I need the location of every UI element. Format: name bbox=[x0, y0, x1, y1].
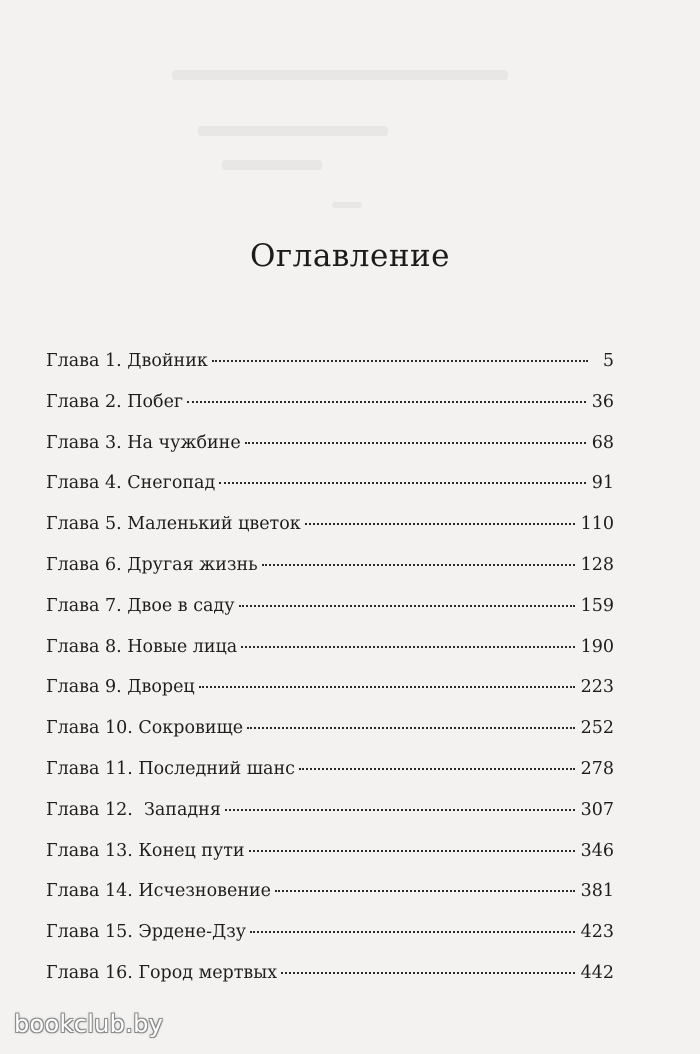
dot-leader bbox=[281, 972, 575, 974]
toc-entry-label: Глава 9. Дворец bbox=[46, 677, 195, 698]
toc-entry-page: 36 bbox=[591, 391, 614, 412]
toc-entry-page: 381 bbox=[580, 881, 614, 902]
toc-entry[interactable] bbox=[46, 391, 614, 432]
dot-leader bbox=[262, 564, 575, 566]
toc-entry[interactable] bbox=[46, 921, 614, 962]
toc-entry-page: 5 bbox=[602, 351, 614, 371]
toc-entry[interactable] bbox=[46, 880, 614, 921]
toc-entry[interactable] bbox=[46, 554, 614, 595]
table-of-contents bbox=[46, 350, 614, 1003]
toc-entry-page: 110 bbox=[580, 514, 614, 535]
toc-entry-page: 68 bbox=[591, 432, 614, 453]
toc-entry-page: 91 bbox=[591, 473, 614, 494]
toc-entry-label: Глава 7. Двое в саду bbox=[46, 595, 235, 616]
dot-leader bbox=[305, 523, 575, 525]
toc-entry[interactable] bbox=[46, 350, 614, 391]
toc-entry-page: 278 bbox=[580, 758, 614, 779]
bleed-through-line bbox=[198, 126, 388, 136]
toc-entry-label: Глава 15. Эрдене-Дзу bbox=[46, 922, 247, 943]
bleed-through-line bbox=[222, 160, 322, 170]
bleed-through-line bbox=[332, 202, 362, 208]
toc-entry-page: 190 bbox=[580, 636, 614, 657]
dot-leader bbox=[247, 727, 574, 729]
toc-entry-page: 223 bbox=[580, 677, 614, 698]
dot-leader bbox=[225, 809, 575, 811]
toc-entry[interactable] bbox=[46, 595, 614, 636]
toc-entry-label: Глава 12. Западня bbox=[46, 799, 221, 820]
dot-leader bbox=[249, 850, 575, 852]
toc-entry-page: 442 bbox=[580, 962, 614, 983]
toc-entry[interactable] bbox=[46, 513, 614, 554]
toc-entry-label: Глава 10. Сокровище bbox=[46, 718, 244, 739]
toc-entry-label: Глава 1. Двойник bbox=[46, 351, 208, 371]
toc-entry[interactable] bbox=[46, 962, 614, 1003]
toc-entry-label: Глава 5. Маленький цветок bbox=[46, 514, 301, 535]
toc-entry-label: Глава 3. На чужбине bbox=[46, 432, 241, 453]
toc-entry-page: 128 bbox=[580, 554, 614, 575]
toc-entry[interactable] bbox=[46, 472, 614, 513]
dot-leader bbox=[275, 890, 575, 892]
dot-leader bbox=[245, 442, 586, 444]
toc-entry[interactable] bbox=[46, 636, 614, 677]
dot-leader bbox=[241, 646, 574, 648]
dot-leader bbox=[199, 686, 575, 688]
toc-entry[interactable] bbox=[46, 799, 614, 840]
dot-leader bbox=[299, 768, 575, 770]
toc-entry-label: Глава 13. Конец пути bbox=[46, 840, 245, 861]
toc-entry-label: Глава 2. Побег bbox=[46, 391, 184, 412]
toc-entry[interactable] bbox=[46, 717, 614, 758]
watermark-logo: bookclub.by bbox=[14, 1010, 164, 1038]
toc-entry[interactable] bbox=[46, 758, 614, 799]
toc-entry-label: Глава 4. Снегопад bbox=[46, 473, 216, 494]
dot-leader bbox=[239, 605, 575, 607]
toc-entry-page: 159 bbox=[580, 595, 614, 616]
toc-entry-label: Глава 11. Последний шанс bbox=[46, 758, 295, 779]
dot-leader bbox=[219, 482, 585, 484]
bleed-through-line bbox=[172, 70, 508, 80]
toc-entry[interactable] bbox=[46, 432, 614, 473]
toc-entry-page: 423 bbox=[580, 922, 614, 943]
toc-entry-page: 307 bbox=[580, 799, 614, 820]
dot-leader bbox=[187, 401, 586, 403]
dot-leader bbox=[212, 360, 588, 362]
toc-entry-page: 252 bbox=[580, 718, 614, 739]
toc-entry-label: Глава 8. Новые лица bbox=[46, 636, 238, 657]
toc-entry-label: Глава 16. Город мертвых bbox=[46, 962, 278, 983]
toc-entry-label: Глава 14. Исчезновение bbox=[46, 881, 272, 902]
toc-entry-label: Глава 6. Другая жизнь bbox=[46, 554, 258, 575]
toc-entry[interactable] bbox=[46, 840, 614, 881]
toc-entry[interactable] bbox=[46, 676, 614, 717]
toc-entry-page: 346 bbox=[580, 840, 614, 861]
dot-leader bbox=[250, 931, 574, 933]
page-title: Оглавление bbox=[250, 238, 450, 274]
